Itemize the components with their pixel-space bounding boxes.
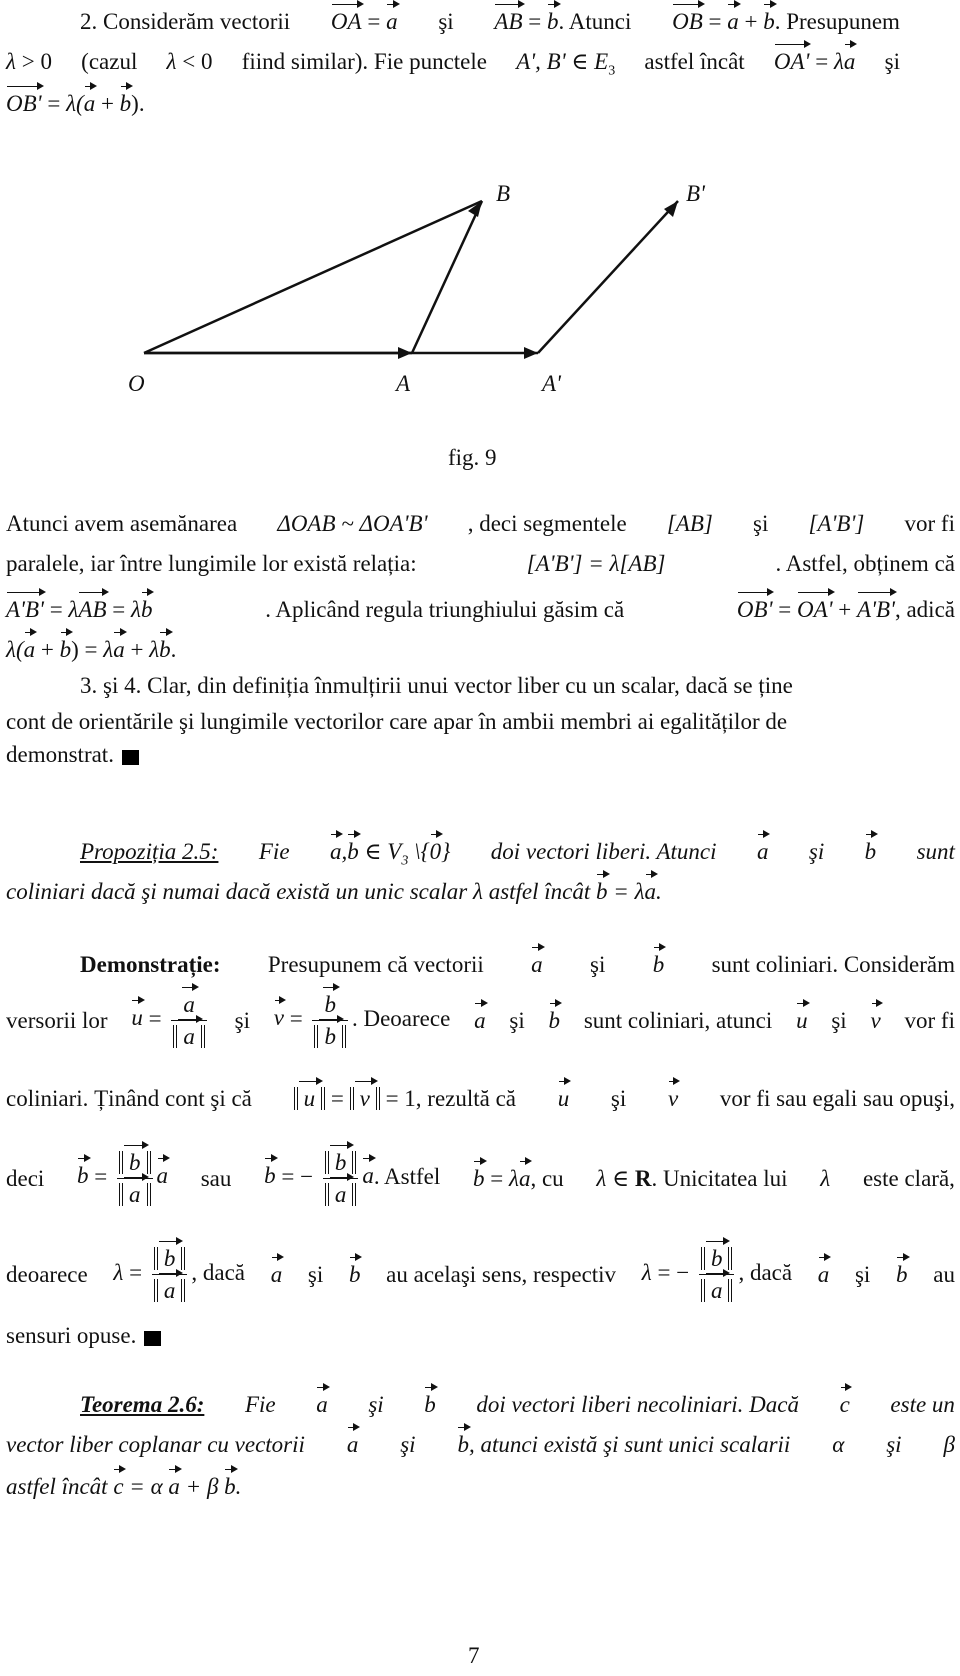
vector-AB xyxy=(412,201,482,353)
label-B: B xyxy=(496,181,511,206)
p2-line1: 2. Considerăm vectorii OA = a şi AB = b. Atunci OB = a + b. Presupunem xyxy=(80,9,900,34)
fraction-v: $\frac{b}{b}$ xyxy=(312,993,348,1048)
fraction-u: $\frac{a}{a}$ xyxy=(171,993,207,1048)
th26-line1: Teorema 2.6: Fie a şi b doi vectori liberi necoliniari. Dacă c este un xyxy=(80,1392,955,1417)
prop25-line2: coliniari dacă şi numai dacă există un unic scalar λ astfel încât b = λa. xyxy=(6,879,662,904)
page-number: 7 xyxy=(468,1643,480,1668)
fraction-lambda-2: $\frac{b}{a}$ xyxy=(699,1247,735,1302)
label-Ap: A' xyxy=(542,371,561,396)
label-Bp: B' xyxy=(686,181,705,206)
demo-title: Demonstrație: xyxy=(80,952,221,977)
fraction-ratio-1: $\frac{b}{a}$ xyxy=(117,1151,153,1206)
demo-line4: deci b = $\frac{b}{a}$ a sau b = − $\frac{b}{a}$ a. Astfel b = λa, cu λ ∈ R. Unicitatea lui λ este clară, xyxy=(6,1149,955,1207)
proof-line3: A'B' = λAB = λb . Aplicând regula triunghiului găsim că OB' = OA' + A'B', adică xyxy=(6,597,955,622)
p2-line2: λ > 0 (cazul λ < 0 fiind similar). Fie punctele A', B' ∈ $E_3$ astfel încât OA' = λa şi xyxy=(6,49,900,79)
proof-line6: cont de orientările şi lungimile vectorilor care apar în ambii membri ai egalităților de xyxy=(6,709,788,734)
vector-ApBp xyxy=(538,201,678,353)
proof-line2: paralele, iar între lungimile lor există relația: [A'B'] = λ[AB] . Astfel, obținem că xyxy=(6,551,955,576)
vector-OB xyxy=(144,201,482,353)
arrowhead-Ap xyxy=(524,347,538,359)
label-A: A xyxy=(396,371,411,396)
demo-line5: deoarece λ = $\frac{b}{a}$ , dacă a şi b au acelaşi sens, respectiv λ = − $\frac{b}{a}$ , dacă a şi b au xyxy=(6,1245,955,1303)
fraction-lambda-1: $\frac{b}{a}$ xyxy=(152,1247,188,1302)
figure-caption: fig. 9 xyxy=(448,445,497,470)
prop25-line1: Propoziția 2.5: Fie a,b ∈ $V_3$ \{0} doi vectori liberi. Atunci a şi b sunt xyxy=(80,839,955,869)
th26-line2: vector liber coplanar cu vectorii a şi b, atunci există şi sunt unici scalarii α şi β xyxy=(6,1432,955,1457)
fraction-ratio-2: $\frac{b}{a}$ xyxy=(323,1151,359,1206)
figure-9 xyxy=(0,0,960,480)
demo-line3: coliniari. Ținând cont şi că u = v = 1, rezultă că u şi v vor fi sau egali sau opuşi, xyxy=(6,1086,955,1111)
qed-mark-2 xyxy=(144,1331,161,1346)
proof-line5: 3. şi 4. Clar, din definiția înmulțirii unui vector liber cu un scalar, dacă se ține xyxy=(80,673,793,698)
qed-mark xyxy=(122,750,139,765)
proof-line4: λ(a + b) = λa + λb. xyxy=(6,637,177,662)
proof-line1: Atunci avem asemănarea ΔOAB ~ ΔOA'B' , deci segmentele [AB] şi [A'B'] vor fi xyxy=(6,511,955,536)
p2-line3: OB' = λ(a + b). xyxy=(6,91,145,116)
demo-line2: versorii lor u = $\frac{a}{a}$ şi v = $\frac{b}{b}$ . Deoarece a şi b sunt coliniari, atunci u şi v vor fi xyxy=(6,991,955,1049)
arrowhead-A xyxy=(398,347,412,359)
label-O: O xyxy=(128,371,145,396)
th26-line3: astfel încât c = α a + β b. xyxy=(6,1474,242,1499)
demo-line6: sensuri opuse. xyxy=(6,1324,161,1347)
th26-title: Teorema 2.6: xyxy=(80,1392,205,1417)
prop25-title: Propoziția 2.5: xyxy=(80,839,219,864)
demo-line1: Demonstrație: Presupunem că vectorii a şi b sunt coliniari. Considerăm xyxy=(80,952,955,977)
proof-line7: demonstrat. xyxy=(6,743,139,766)
